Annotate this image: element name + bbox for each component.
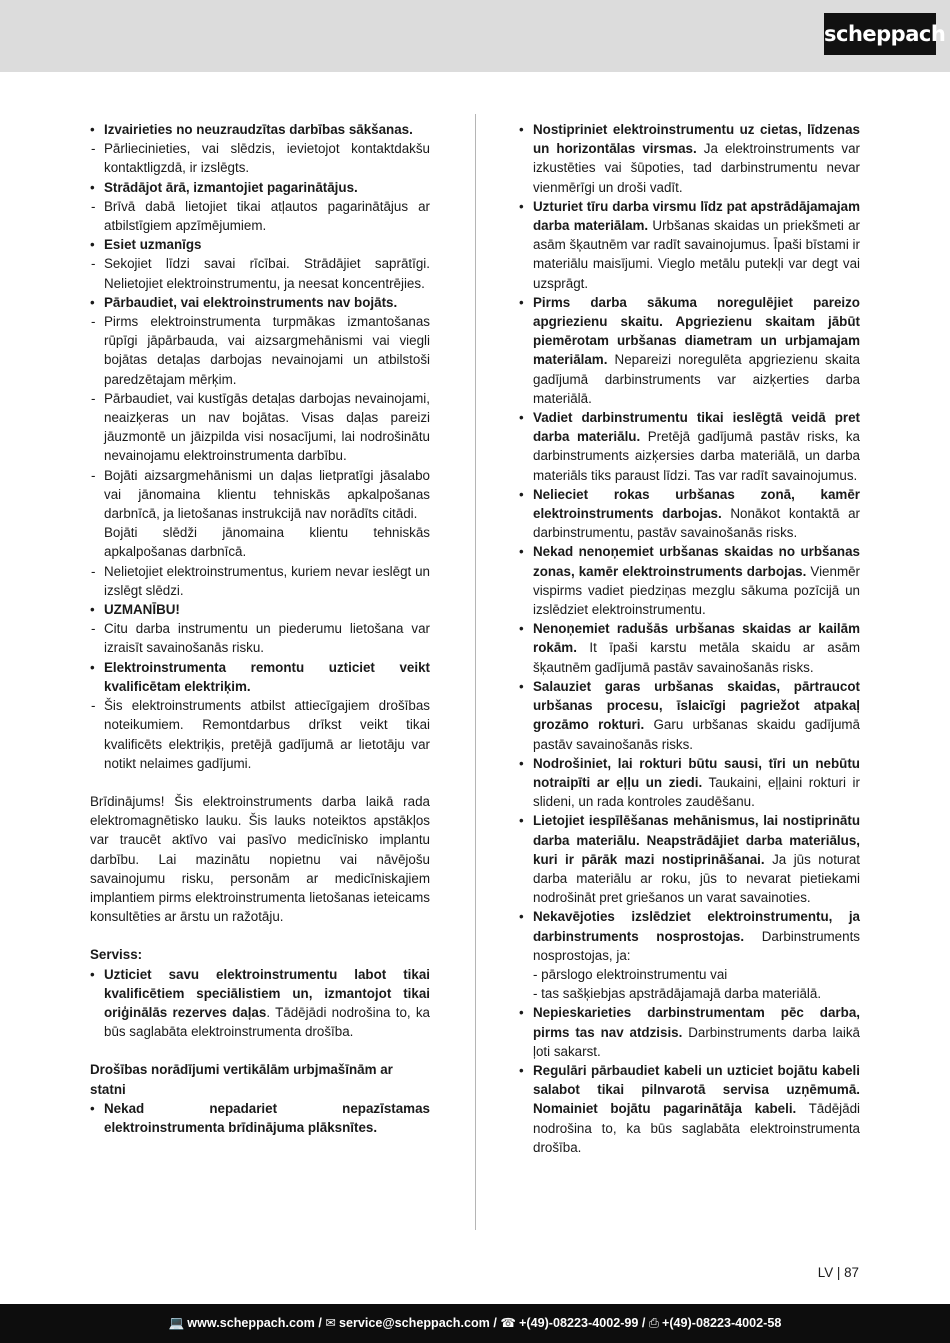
bullet-marker: • bbox=[90, 122, 95, 137]
item-text: Darbinstruments darba laikā ļoti sakarst. bbox=[533, 1024, 861, 1059]
item-text: Nepareizi noregulēta apgriezienu skaita gadījumā darbinstruments var aizķerties darba materiālā. bbox=[533, 352, 860, 406]
drill-safety-heading: Drošības norādījumi vertikālām urbjmašīnām ar statni bbox=[90, 1062, 393, 1097]
item-text: Pārliecinieties, vai slēdzis, ievietojot kontaktdakšu kontaktligzdā, ir izslēgts. bbox=[104, 141, 430, 176]
dash-marker: - bbox=[91, 390, 96, 406]
list-item bbox=[90, 139, 430, 177]
item-text: It īpaši karstu metāla skaidu ar asām šķautnēm gadījumā pastāv savainošanās risks. bbox=[533, 640, 860, 675]
list-item bbox=[90, 658, 430, 696]
phone-icon: ☎ bbox=[500, 1316, 517, 1330]
bullet-marker: • bbox=[519, 294, 524, 310]
drill-safety-item bbox=[90, 1099, 430, 1137]
item-bold-text: Nepieskarieties darbinstrumentam pēc darba, pirms tas nav atdzisis. bbox=[533, 1005, 860, 1040]
item-text: Urbšanas skaidas un priekšmeti ar asām šķautnēm var radīt savainojumus. Īpaši bīstami ir materiālu maisījumi. Vieglo metālu putekļi var degt vai uzsprāgt. bbox=[533, 218, 860, 291]
list-item bbox=[90, 523, 430, 561]
page-num: 87 bbox=[844, 1265, 859, 1280]
bullet-marker: • bbox=[519, 909, 524, 925]
bullet-marker: • bbox=[519, 678, 524, 694]
fax-icon: ⎙ bbox=[648, 1316, 659, 1330]
item-bold-text: Lietojiet iespīlēšanas mehānismus, lai nostiprinātu darba materiālu. Neapstrādājiet darba materiālus, kuri ir pārāk mazi nostiprināšanai. bbox=[533, 813, 860, 867]
item-text: Brīvā dabā lietojiet tikai atļautos pagarinātājus ar atbilstīgiem apzīmējumiem. bbox=[104, 198, 430, 234]
list-item bbox=[519, 754, 860, 812]
computer-icon: 💻 bbox=[168, 1316, 185, 1330]
list-item bbox=[90, 235, 430, 254]
item-text: Pirms elektroinstrumenta turpmākas izmantošanas rūpīgi jāpārbauda, vai aizsargmehānismi vai viegli bojātas detaļas darbojas nevainojami un atbilstoši paredzētajam mērķim. bbox=[104, 314, 430, 387]
item-bold-text: Esiet uzmanīgs bbox=[104, 237, 202, 253]
item-text: Pārbaudiet, vai kustīgās detaļas darbojas nevainojami, neaizķeras un nav bojātas. Visas daļas pareizi jāuzmontē un jāizpilda visi nosacījumi, lai nodrošinātu nevainojamu elektroinstrumenta darbību. bbox=[104, 390, 430, 464]
bullet-marker: • bbox=[90, 966, 95, 982]
item-bold-text: Elektroinstrumenta remontu uzticiet veikt kvalificētam elektriķim. bbox=[104, 659, 430, 694]
service-item-text: . Tādējādi nodrošina to, ka būs saglabāta elektroinstrumenta drošība. bbox=[104, 1004, 430, 1040]
footer-bar bbox=[0, 1304, 950, 1343]
item-text: Bojāti aizsargmehānismi un daļas lietpratīgi jāsalabo vai jānomaina klientu tehniskās apkalpošanas darbnīcā, ja lietošanas instrukcijā nav norādīts citādi. bbox=[104, 467, 430, 522]
bullet-marker: • bbox=[519, 755, 524, 771]
bullet-marker: • bbox=[519, 410, 524, 426]
list-item bbox=[519, 485, 860, 543]
bullet-marker: • bbox=[90, 179, 95, 195]
list-item bbox=[519, 197, 860, 293]
item-text: Šis elektroinstruments atbilst attiecīgajiem drošības noteikumiem. Remontdarbus drīkst veikt tikai kvalificēts elektriķis, pretējā gadījumā ar lietotāju var notikt nelaimes gadījumi. bbox=[104, 698, 430, 771]
list-item bbox=[519, 408, 860, 485]
dash-marker: - bbox=[91, 314, 96, 330]
item-bold-text: UZMANĪBU! bbox=[104, 602, 180, 618]
footer-sep: / bbox=[489, 1316, 501, 1330]
dash-marker: - bbox=[91, 141, 96, 157]
item-text: Nelietojiet elektroinstrumentus, kuriem nevar ieslēgt un izslēgt slēdzi. bbox=[104, 563, 430, 598]
list-item bbox=[519, 677, 860, 754]
list-item bbox=[519, 984, 860, 1003]
item-bold-text: Nenoņemiet radušās urbšanas skaidas ar kailām rokām. bbox=[533, 621, 860, 656]
dash-marker: - bbox=[91, 621, 96, 637]
item-text: Garu urbšanas skaidu gadījumā pastāv savainošanās risks. bbox=[533, 717, 860, 752]
dash-marker: - bbox=[91, 698, 96, 714]
list-item bbox=[519, 811, 860, 907]
header-bar bbox=[0, 0, 950, 72]
item-bold-text: Uzturiet tīru darba virsmu līdz pat apstrādājamajam darba materiālam. bbox=[533, 198, 860, 234]
list-item bbox=[519, 293, 860, 408]
item-bold-text: Nelieciet rokas urbšanas zonā, kamēr elektroinstruments darbojas. bbox=[533, 486, 860, 522]
dash-marker: - bbox=[91, 256, 96, 272]
bullet-marker: • bbox=[90, 237, 95, 253]
list-item bbox=[90, 600, 430, 619]
bullet-marker: • bbox=[519, 621, 524, 637]
list-item bbox=[519, 907, 860, 965]
item-bold-text: Salauziet garas urbšanas skaidas, pārtraucot urbšanas procesu, īslaicīgi pagriežot atpakaļ grozāmo rokturi. bbox=[533, 678, 860, 733]
list-item bbox=[90, 562, 430, 600]
item-text: Citu darba instrumentu un piederumu lietošana var izraisīt savainošanās risku. bbox=[104, 621, 430, 656]
page-number bbox=[818, 1265, 859, 1280]
list-item bbox=[90, 197, 430, 235]
bullet-marker: • bbox=[519, 1005, 524, 1021]
service-heading: Serviss: bbox=[90, 947, 143, 963]
list-item bbox=[519, 619, 860, 677]
list-item bbox=[519, 120, 860, 197]
column-divider bbox=[475, 114, 476, 1230]
item-bold-text: Nodrošiniet, lai rokturi būtu sausi, tīri un nebūtu notraipīti ar eļļu un ziedi. bbox=[533, 755, 860, 790]
drill-safety-item-bold: Nekad nepadariet nepazīstamas elektroinstrumenta brīdinājuma plāksnītes. bbox=[104, 1100, 430, 1135]
footer-phone: +(49)-08223-4002-99 bbox=[519, 1316, 639, 1330]
item-text: - pārslogo elektroinstrumentu vai bbox=[533, 966, 728, 982]
item-bold-text: Vadiet darbinstrumentu tikai ieslēgtā veidā pret darba materiālu. bbox=[533, 410, 860, 445]
right-column bbox=[519, 120, 860, 1157]
list-item bbox=[90, 312, 430, 389]
list-item bbox=[90, 619, 430, 657]
item-text: Pretējā gadījumā pastāv risks, ka darbinstruments aizķersies darba materiālā, un darba materiāls tiks paraust līdzi. Tas var radīt savainojumus. bbox=[533, 429, 860, 483]
footer-web[interactable]: www.scheppach.com bbox=[187, 1316, 315, 1330]
list-item bbox=[90, 178, 430, 197]
bullet-marker: • bbox=[90, 294, 95, 310]
page-lang: LV bbox=[817, 1265, 834, 1280]
dash-marker: - bbox=[91, 198, 96, 214]
service-item-bold: Uzticiet savu elektroinstrumentu labot tikai kvalificētiem speciālistiem un, izmantojot tikai oriģinālās rezerves daļas bbox=[104, 966, 430, 1020]
item-bold-text: Pārbaudiet, vai elektroinstruments nav bojāts. bbox=[104, 294, 398, 310]
item-bold-text: Nekavējoties izslēdziet elektroinstrumentu, ja darbinstruments nosprostojas. bbox=[533, 909, 860, 944]
bullet-marker: • bbox=[90, 1100, 95, 1116]
list-item bbox=[519, 1061, 860, 1157]
footer-sep: / bbox=[314, 1316, 326, 1330]
bullet-marker: • bbox=[519, 1062, 524, 1078]
footer-fax: +(49)-08223-4002-58 bbox=[662, 1316, 782, 1330]
right-safety-list bbox=[519, 120, 860, 1157]
list-item bbox=[90, 696, 430, 773]
item-bold-text: Izvairieties no neuzraudzītas darbības sākšanas. bbox=[104, 122, 413, 137]
item-text: Taukaini, eļļaini rokturi ir slideni, un rada kontroles zaudēšanu. bbox=[533, 774, 860, 810]
item-text: Tādējādi nodrošina to, ka būs saglabāta elektroinstrumenta drošība. bbox=[533, 1101, 860, 1155]
dash-marker: - bbox=[91, 563, 96, 579]
bullet-marker: • bbox=[519, 486, 524, 502]
scheppach-logo: scheppach bbox=[824, 13, 936, 55]
list-item bbox=[90, 254, 430, 292]
bullet-marker: • bbox=[519, 122, 524, 137]
dash-marker: - bbox=[91, 467, 96, 483]
list-item bbox=[519, 1003, 860, 1061]
item-bold-text: Regulāri pārbaudiet kabeli un uzticiet bojātu kabeli salabot tikai pilnvarotā servisa uzņēmumā. Nomainiet bojātu pagarinātāja kabeli. bbox=[533, 1062, 860, 1117]
list-item bbox=[519, 965, 860, 984]
item-text: Darbinstruments nosprostojas, ja: bbox=[533, 928, 860, 963]
item-text: Ja elektroinstruments var izkustēties vai šūpoties, tad darbinstrumentu nevar vienmērīgi un droši vadīt. bbox=[533, 141, 860, 195]
left-column bbox=[90, 120, 430, 1137]
bullet-marker: • bbox=[90, 602, 95, 618]
bullet-marker: • bbox=[519, 544, 524, 560]
list-item bbox=[90, 293, 430, 312]
service-item bbox=[90, 965, 430, 1042]
left-safety-list bbox=[90, 120, 430, 773]
footer-sep: / bbox=[638, 1316, 649, 1330]
item-text: Nonākot kontaktā ar darbinstrumentu, pastāv savainošanās risks. bbox=[533, 506, 860, 541]
footer-email[interactable]: service@scheppach.com bbox=[338, 1316, 490, 1330]
page-sep: | bbox=[836, 1265, 841, 1280]
bullet-marker: • bbox=[519, 813, 524, 829]
bullet-marker: • bbox=[90, 659, 95, 675]
item-bold-text: Strādājot ārā, izmantojiet pagarinātājus. bbox=[104, 179, 358, 195]
list-item bbox=[519, 542, 860, 619]
list-item bbox=[90, 466, 430, 524]
item-text: Bojāti slēdži jānomaina klientu tehniskās apkalpošanas darbnīcā. bbox=[104, 525, 430, 560]
list-item bbox=[90, 389, 430, 466]
item-text: Vienmēr vispirms vadiet piedziņas mezglu sākuma pozīcijā un izslēdziet elektroinstrumentu. bbox=[533, 563, 861, 618]
list-item bbox=[90, 120, 430, 139]
item-bold-text: Nostipriniet elektroinstrumentu uz cietas, līdzenas un horizontālas virsmas. bbox=[533, 122, 860, 157]
item-text: Sekojiet līdzi savai rīcībai. Strādājiet saprātīgi. Nelietojiet elektroinstrumentu, ja neesat koncentrējies. bbox=[104, 256, 430, 291]
mail-icon: ✉ bbox=[325, 1316, 336, 1330]
warning-paragraph: Brīdinājums! Šis elektroinstruments darba laikā rada elektromagnētisko lauku. Šis lauks noteiktos apstākļos var traucēt aktīvo vai pasīvo medicīnisko implantu darbību. Lai mazinātu nopietnu vai nāvējošu savainojumu risku, personām ar medicīniskajiem implantiem pirms elektroinstrumenta lietošanas ieteicams konsultēties ar ārstu un ražotāju. bbox=[90, 793, 430, 925]
item-bold-text: Nekad nenoņemiet urbšanas skaidas no urbšanas zonas, kamēr elektroinstruments darbojas. bbox=[533, 544, 860, 579]
item-text: Ja jūs noturat darba materiālu ar roku, jūs to nevarat pietiekami nodrošināt pret griešanos un varat savainoties. bbox=[533, 851, 860, 906]
item-text: - tas sašķiebjas apstrādājamajā darba materiālā. bbox=[533, 986, 822, 1002]
bullet-marker: • bbox=[519, 198, 524, 214]
item-bold-text: Pirms darba sākuma noregulējiet pareizo apgriezienu skaitu. Apgriezienu skaitam jābūt piemērotam urbšanas diametram un urbjamajam materiālam. bbox=[533, 294, 860, 368]
